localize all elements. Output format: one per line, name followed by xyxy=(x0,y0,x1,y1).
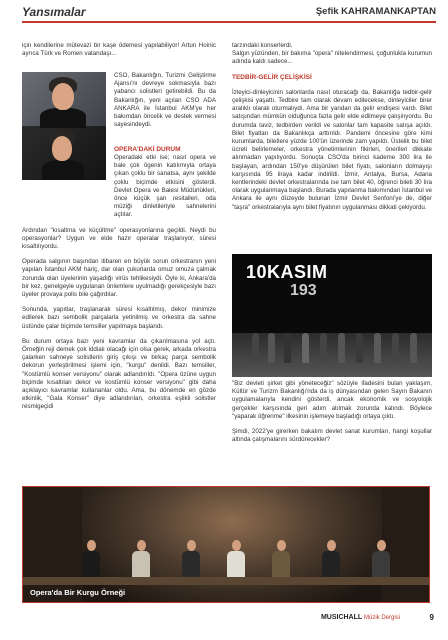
author-name: Şefik KAHRAMANKAPTAN xyxy=(315,6,436,17)
face-shape xyxy=(52,83,74,110)
stage-photo xyxy=(232,254,432,377)
opera-p4: Sonunda, yapıtlar, traşlanarak süresi kısaltılmış, dekor minimize edilerek bazı sembolik parçalarla yetinilmiş ve orkestra da sahne üstünde çalar biçimde temsiller yapılmaya başlandı. xyxy=(22,306,216,330)
performer-figure xyxy=(374,333,381,363)
opera-heading: OPERA'DAKİ DURUM xyxy=(114,146,181,153)
opera-p3: Operada salgının başından itibaren en büyük sorun orkestranın yeni yapılan İstanbul AKM hariç, dar olan çukurlarda omuz omuza çalmak zorunda olan üyelerinin yaşadığı virüs tehlikesiydi. Öyle ki, Ankara'da bir kez, genelgeyle uygulanan önlemlere uyulmadığı gerekçesiyle bazı üyeler provaya polis bile çağırdılar. xyxy=(22,258,216,299)
performer-figure xyxy=(392,333,399,363)
performer-figure xyxy=(356,333,363,363)
photo-caption: Opera'da Bir Kurgu Örneği xyxy=(30,588,126,597)
header-rule xyxy=(22,21,436,23)
left-intro-text: için kendilerine mütevazi bir kaşe ödemesi yapılabiliyor! Artun Hoinic ayrıca Türk ve Romen vatandaşı... xyxy=(22,42,216,58)
performer-figure xyxy=(268,333,275,363)
suit-shape xyxy=(40,108,86,128)
cso-paragraph xyxy=(114,72,216,136)
right-intro: tarzındaki konserlerdi. xyxy=(232,42,293,49)
performer-figure xyxy=(302,333,309,363)
tedbir-text: İzleyici-dinleyicinin salonlarda nasıl oturacağı da, Bakanlığa tedbir-gelir çelişkisi yaşattı. Tedbire tam olarak devam edilecekse, dinleyiciler birer aralıklı olarak oturmalıydı. Ama bir yandan da gelir endişesi vardı. Bilet satışından mümkün olduğunca fazla gelir elde edilmeye çalışılıyordu. Bu durumda taviz, tedbirden verildi ve salonlar tam kapasite satışa açıldı. Bilet fiyatları da Bakanlıkça arttırıldı. Pandemi öncesine göre kimi kurumlarda, biletlere yüzde 100'ün üzerinde zam yapıldı. Üstelik bu bilet ücreti belirlemeler, orkestra yönetimlerinin fikirleri, önerileri dikkate alınmadan yapılıyordu. Sonuçta CSO'da birinci kademe 300 lira ile başlayan, ardından 150'ye düşürülen bilet fiyatı, salonların dolmayışı karşısında 95 liraya kadar indirildi. İzmir, Antalya, Bursa, Adana kentlerindeki devlet orkestralarında ise tam bilet 40, öğrenci bileti 30 lira olarak uygulanmaya başlandı. Burada yapılanma bakımından İstanbul ve Ankara ile aynı düzeyde bulunan İzmir Devlet Senfoni'ye de, diğer "taşra" orkestralarıyla aynı bilet fiyatının uygulanması dikkati çekiyordu. xyxy=(232,88,432,211)
page-header xyxy=(0,0,448,38)
quote-block xyxy=(232,380,432,451)
right-column xyxy=(232,42,432,219)
stage-number: 193 xyxy=(290,282,317,299)
magazine-brand xyxy=(321,614,400,621)
brand-name: MUSICHALL xyxy=(320,614,363,621)
page-footer xyxy=(0,612,448,640)
quote-p1: "Biz devleti şirket gibi yöneteceğiz" sözüyle ifadesini bulan yaklaşım, Kültür ve Turizm Bakanlığı'nda da iş dünyasından gelen Sayın Bakanın uygulamalarıyla kendini gösterdi, ancak ekonomik ve sosyolojik gerçekler karşısında geri adım atılmak zorunda kalındı. Böylece "yaparak öğrenme" ilkesinin işlemeye başladığı ortaya çıktı. xyxy=(232,380,432,420)
performer-figure xyxy=(338,333,345,363)
brand-sub: Müzik Dergisi xyxy=(363,615,400,621)
performer-figure xyxy=(320,333,327,363)
opera-p2: Ardından "kısaltma ve küçültme" operasyonlarına geçildi. Neydi bu operasyonlar? Uygun ve elde hazır operalar traşlanıyor, süresi kısaltılıyordu. xyxy=(22,226,216,251)
left-column-intro xyxy=(22,42,216,65)
opera-p5: Bu durum ortaya bazı yeni kavramlar da çıkarılmasına yol açtı. Örneğin reji demek çok iddialı olacağı için olsa gerek, arkada orkestra çalarken sahneye solistlerin giriş çıkışı ve birkaç parça sembolik dekorun yerleştirilmesi işlemi için, "kurgu" denildi. Bazı temsiller, "Kostümlü konser versiyonu" olarak adlandırıldı. "Opera özüne uygun biçimde kısaltılan dekor ve kostümlü konser versiyonu" gibi daha açıklayıcı kavramlar kullananlar oldu. Ama, bu dönemde en gözde etkinlik, "Gala Konser" diye adlandırılan, orkestra eşlikli solistler resmigeçidi xyxy=(22,337,216,411)
page-number: 9 xyxy=(429,613,434,622)
tedbir-heading: TEDBİR-GELİR ÇELİŞKİSİ xyxy=(232,73,312,81)
right-intro-2: Salgın yüzünden, bir bakıma "opera" nitelendirmesi, çoğunlukla kurumun adında kaldı sadece... xyxy=(232,50,432,66)
stage-floor xyxy=(232,333,432,377)
quote-p2: Şimdi, 2022'ye girerken bakalım devlet sanat kurumları, hangi koşullar altında çalışmalarını sürdürecekler? xyxy=(232,428,432,444)
performer-figure xyxy=(410,333,417,363)
opera-p1: Operadaki etki ise; nasıl opera ve bale çok ögenin katılımıyla ortaya çıkan çoklu bir sanatsa, aynı şekilde çoklu biçimde etkisini gösterdi. Devlet Opera ve Balesi Müdürlükleri, önce küçük şan resitalleri, oda müziği dinletileriyle sahnelerini açtılar. xyxy=(114,154,216,219)
opera-body xyxy=(22,154,216,419)
opera-scene-photo xyxy=(22,486,430,603)
performer-figure xyxy=(252,333,259,363)
section-title: Yansımalar xyxy=(22,5,86,19)
cso-text: CSO, Bakanlığın, Turizmi Geliştirme Ajansı'nı devreye sokmasıyla bazı yabancı solistleri getirebildi. Bu da Bakanlığın, yeni açılan CSO ADA ANKARA ile İstanbul AKM'ye her bakımdan öncelik ve destek vermesi sayesindeydi. xyxy=(114,72,216,129)
photo-frame xyxy=(22,486,430,603)
stage-banner: 10KASIM xyxy=(246,262,328,282)
performer-figure xyxy=(284,333,291,363)
